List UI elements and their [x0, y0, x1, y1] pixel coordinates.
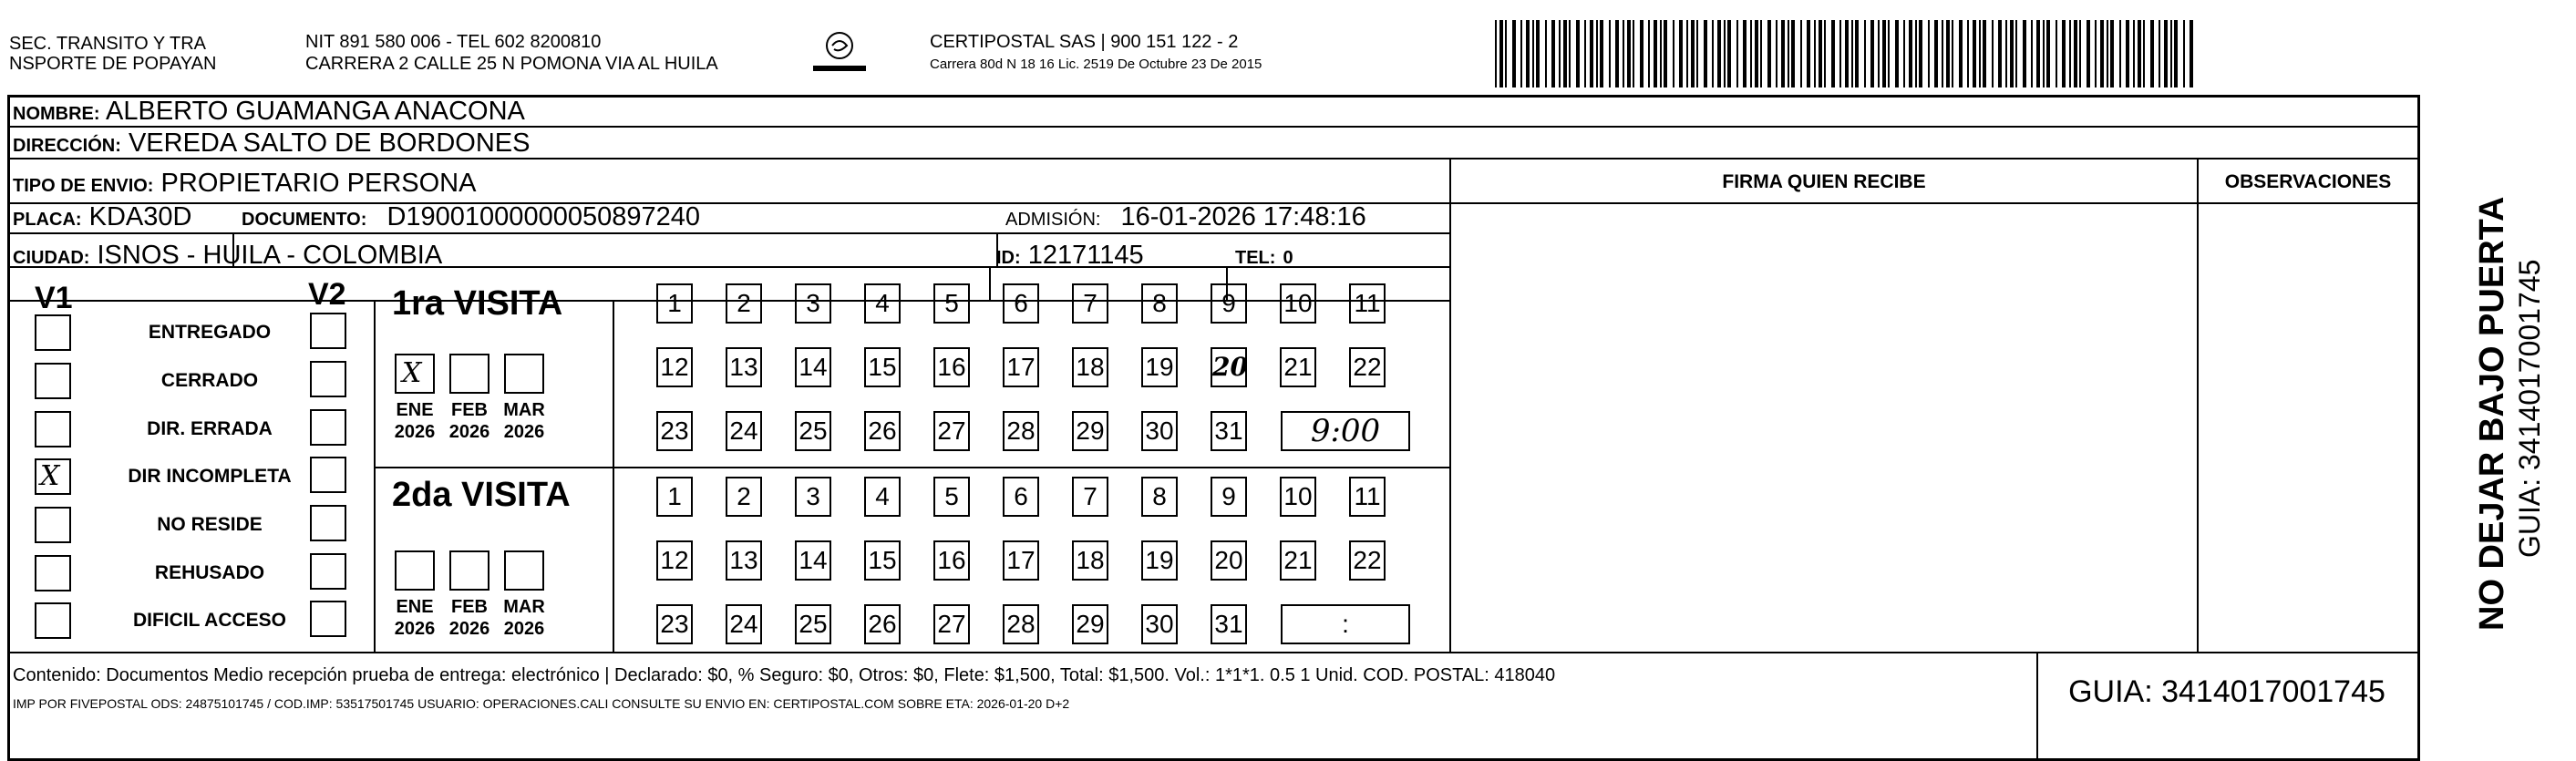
time-box[interactable]: : — [1281, 604, 1410, 644]
day-box-22[interactable]: 22 — [1349, 347, 1386, 387]
ciudad-label: CIUDAD: — [13, 248, 90, 268]
day-box-19[interactable]: 19 — [1141, 347, 1178, 387]
time-box[interactable]: 9:00 — [1281, 411, 1410, 451]
tel-value: 0 — [1283, 248, 1293, 268]
v2-checkbox[interactable] — [310, 313, 346, 349]
day-box-10[interactable]: 10 — [1280, 477, 1316, 517]
barcode-bar — [1851, 20, 1853, 87]
day-box-14[interactable]: 14 — [795, 540, 831, 581]
signature-area[interactable] — [1454, 206, 2194, 649]
day-box-15[interactable]: 15 — [864, 347, 901, 387]
barcode-bar — [1870, 20, 1874, 87]
v1-checkmark: X — [40, 460, 60, 492]
barcode-bar — [1679, 20, 1683, 87]
v2-label: V2 — [308, 277, 346, 312]
month-year: 2026 — [394, 619, 436, 639]
barcode-bar — [1807, 20, 1810, 87]
barcode-bar — [1696, 20, 1698, 87]
day-box-27[interactable]: 27 — [933, 604, 970, 644]
barcode-bar — [1882, 20, 1886, 87]
v1-checkbox[interactable] — [35, 555, 71, 591]
day-box-30[interactable]: 30 — [1141, 411, 1178, 451]
day-box-11[interactable]: 11 — [1349, 283, 1386, 324]
barcode-bar — [1909, 20, 1912, 87]
month-checkbox[interactable] — [449, 550, 489, 591]
day-box-25[interactable]: 25 — [795, 604, 831, 644]
month-year: 2026 — [503, 619, 545, 639]
day-box-19[interactable]: 19 — [1141, 540, 1178, 581]
barcode-bar — [1750, 20, 1752, 87]
barcode-bar — [1596, 20, 1598, 87]
day-box-20[interactable]: 20 — [1211, 540, 1247, 581]
month-checkmark: X — [402, 357, 422, 389]
day-box-2[interactable]: 2 — [726, 283, 762, 324]
barcode-bar — [2143, 20, 2145, 87]
barcode-bar — [1691, 20, 1695, 87]
barcode-bar — [1660, 20, 1662, 87]
barcode-bar — [2107, 20, 2108, 87]
id-value: 12171145 — [1027, 241, 1144, 270]
courier-line1: CERTIPOSTAL SAS | 900 151 122 - 2 — [930, 32, 1239, 52]
barcode-bar — [1831, 20, 1835, 87]
v1-checkbox[interactable] — [35, 411, 71, 447]
placa-value: KDA30D — [88, 202, 192, 231]
barcode-bar — [1824, 20, 1826, 87]
barcode-bar — [1551, 20, 1555, 87]
barcode-bar — [1512, 20, 1516, 87]
month-checkbox[interactable] — [449, 354, 489, 394]
month-label: ENE — [396, 597, 434, 617]
barcode-bar — [1979, 20, 1981, 87]
month-label: ENE — [396, 400, 434, 420]
barcode-bar — [2079, 20, 2081, 87]
day-box-24[interactable]: 24 — [726, 411, 762, 451]
barcode-bar — [1819, 20, 1822, 87]
month-year: 2026 — [394, 422, 436, 442]
address-line: CARRERA 2 CALLE 25 N POMONA VIA AL HUILA — [305, 54, 718, 74]
barcode-bar — [1654, 20, 1657, 87]
placa-label: PLACA: — [13, 210, 82, 230]
day-box-22[interactable]: 22 — [1349, 540, 1386, 581]
day-box-2[interactable]: 2 — [726, 477, 762, 517]
barcode-bar — [2100, 20, 2104, 87]
barcode-bar — [1864, 20, 1866, 87]
barcode-bar — [2174, 20, 2178, 87]
courier-logo-icon — [809, 26, 870, 80]
barcode-bar — [1505, 20, 1507, 87]
barcode-bar — [1627, 20, 1631, 87]
imp-line: IMP POR FIVEPOSTAL ODS: 24875101745 / COD.IMP: 53517501745 USUARIO: OPERACIONES.CALI CONSULTE SU ENVIO EN: CERTIPOSTAL.COM SOBRE ETA: 2026-01-20 D+2 — [13, 696, 1070, 711]
day-box-4[interactable]: 4 — [864, 477, 901, 517]
day-box-31[interactable]: 31 — [1211, 604, 1247, 644]
barcode-bar — [2023, 20, 2026, 87]
barcode-bar — [1800, 20, 1802, 87]
day-box-16[interactable]: 16 — [933, 347, 970, 387]
day-box-23[interactable]: 23 — [656, 411, 693, 451]
barcode-bar — [1600, 20, 1603, 87]
day-box-3[interactable]: 3 — [795, 283, 831, 324]
day-box-5[interactable]: 5 — [933, 283, 970, 324]
barcode-bar — [2046, 20, 2050, 87]
month-checkbox[interactable] — [395, 550, 435, 591]
documento-value: D19001000000050897240 — [386, 202, 700, 231]
day-box-7[interactable]: 7 — [1072, 477, 1108, 517]
day-box-7[interactable]: 7 — [1072, 283, 1108, 324]
barcode-bar — [2069, 20, 2071, 87]
barcode-bar — [2150, 20, 2154, 87]
barcode-bar — [2031, 20, 2033, 87]
month-year: 2026 — [448, 619, 490, 639]
barcode-bar — [2056, 20, 2057, 87]
day-box-26[interactable]: 26 — [864, 411, 901, 451]
v1-checkbox[interactable] — [35, 507, 71, 543]
org-name-line2: NSPORTE DE POPAYAN — [9, 54, 217, 74]
month-label: MAR — [503, 400, 545, 420]
nit-line: NIT 891 580 006 - TEL 602 8200810 — [305, 32, 602, 52]
barcode-bar — [1814, 20, 1816, 87]
month-label: FEB — [451, 400, 488, 420]
barcode-bar — [1946, 20, 1950, 87]
barcode-bar — [1855, 20, 1859, 87]
status-label: DIR. ERRADA — [147, 418, 273, 439]
month-year: 2026 — [448, 422, 490, 442]
barcode-bar — [1526, 20, 1530, 87]
barcode-bar — [1942, 20, 1943, 87]
day-box-3[interactable]: 3 — [795, 477, 831, 517]
barcode-bar — [2164, 20, 2168, 87]
barcode-bar — [1717, 20, 1721, 87]
barcode-bar — [2119, 20, 2121, 87]
admision-value: 16-01-2026 17:48:16 — [1120, 202, 1366, 231]
day-box-13[interactable]: 13 — [726, 347, 762, 387]
month-checkbox[interactable] — [504, 354, 544, 394]
barcode-bar — [1878, 20, 1880, 87]
month-label: MAR — [503, 597, 545, 617]
firma-header: FIRMA QUIEN RECIBE — [1722, 171, 1926, 192]
barcode-bar — [1727, 20, 1731, 87]
barcode-bar — [1623, 20, 1624, 87]
barcode-bar — [1845, 20, 1849, 87]
v2-checkbox[interactable] — [310, 553, 346, 590]
side-text — [2425, 120, 2546, 631]
barcode-bar — [1724, 20, 1726, 87]
barcode-bar — [1563, 20, 1567, 87]
v1-checkbox[interactable] — [35, 602, 71, 639]
ciudad-cell — [13, 239, 442, 274]
id-label: ID: — [996, 248, 1021, 268]
barcode-bar — [1704, 20, 1707, 87]
visit1-title: 1ra VISITA — [392, 284, 563, 323]
barcode-bar — [1959, 20, 1963, 87]
barcode-bar — [2095, 20, 2097, 87]
id-cell — [996, 239, 1144, 274]
admision-label: ADMISIÓN: — [1005, 210, 1101, 230]
tel-cell — [1235, 239, 1293, 274]
barcode-bar — [1615, 20, 1619, 87]
barcode-bar — [1664, 20, 1667, 87]
barcode-bar — [2005, 20, 2007, 87]
barcode — [1495, 20, 2199, 87]
barcode-bar — [1743, 20, 1747, 87]
status-label: REHUSADO — [154, 562, 265, 583]
documento-cell — [242, 201, 700, 236]
day-box-18[interactable]: 18 — [1072, 347, 1108, 387]
barcode-bar — [1499, 20, 1503, 87]
day-box-23[interactable]: 23 — [656, 604, 693, 644]
barcode-bar — [2010, 20, 2014, 87]
barcode-bar — [1590, 20, 1593, 87]
day-box-11[interactable]: 11 — [1349, 477, 1386, 517]
barcode-bar — [1648, 20, 1650, 87]
day-box-6[interactable]: 6 — [1003, 477, 1039, 517]
barcode-bar — [2170, 20, 2172, 87]
v2-checkbox[interactable] — [310, 409, 346, 446]
v1-checkbox[interactable] — [35, 458, 71, 495]
day-box-28[interactable]: 28 — [1003, 604, 1039, 644]
barcode-bar — [1973, 20, 1976, 87]
barcode-bar — [2138, 20, 2141, 87]
barcode-bar — [2015, 20, 2017, 87]
day-box-29[interactable]: 29 — [1072, 604, 1108, 644]
barcode-bar — [1536, 20, 1540, 87]
barcode-bar — [1788, 20, 1789, 87]
tel-label: TEL: — [1235, 248, 1276, 268]
org-name-line1: SEC. TRANSITO Y TRA — [9, 34, 206, 54]
tipo-envio-label: TIPO DE ENVIO: — [13, 176, 154, 196]
v2-checkbox[interactable] — [310, 457, 346, 493]
day-box-13[interactable]: 13 — [726, 540, 762, 581]
barcode-bar — [2087, 20, 2090, 87]
month-checkbox[interactable] — [395, 354, 435, 394]
day-box-31[interactable]: 31 — [1211, 411, 1247, 451]
barcode-bar — [2183, 20, 2185, 87]
day-box-8[interactable]: 8 — [1141, 477, 1178, 517]
footer-guia: GUIA: 3414017001745 — [2068, 674, 2385, 709]
nombre-value: ALBERTO GUAMANGA ANACONA — [106, 97, 525, 126]
day-box-27[interactable]: 27 — [933, 411, 970, 451]
day-box-10[interactable]: 10 — [1280, 283, 1316, 324]
day-box-14[interactable]: 14 — [795, 347, 831, 387]
barcode-bar — [2190, 20, 2193, 87]
barcode-bar — [1633, 20, 1634, 87]
barcode-bar — [1609, 20, 1611, 87]
day-box-20[interactable]: 20 — [1211, 347, 1247, 387]
barcode-bar — [1919, 20, 1922, 87]
v1-label: V1 — [35, 281, 73, 315]
month-label: FEB — [451, 597, 488, 617]
ciudad-value: ISNOS - HUILA - COLOMBIA — [97, 241, 443, 270]
status-label: ENTREGADO — [148, 322, 272, 343]
barcode-bar — [1998, 20, 2002, 87]
barcode-bar — [2036, 20, 2040, 87]
documento-label: DOCUMENTO: — [242, 210, 367, 230]
barcode-bar — [2110, 20, 2114, 87]
barcode-bar — [1915, 20, 1917, 87]
barcode-bar — [1791, 20, 1795, 87]
barcode-bar — [2062, 20, 2066, 87]
day-box-12[interactable]: 12 — [656, 540, 693, 581]
barcode-bar — [1934, 20, 1938, 87]
side-warning: NO DEJAR BAJO PUERTA — [2473, 196, 2511, 631]
barcode-bar — [1781, 20, 1785, 87]
v2-checkbox[interactable] — [310, 601, 346, 637]
barcode-bar — [1640, 20, 1643, 87]
day-box-4[interactable]: 4 — [864, 283, 901, 324]
direccion-row — [13, 127, 530, 162]
day-box-16[interactable]: 16 — [933, 540, 970, 581]
barcode-bar — [1776, 20, 1777, 87]
direccion-label: DIRECCIÓN: — [13, 136, 121, 156]
v1-checkbox[interactable] — [35, 363, 71, 399]
day-box-8[interactable]: 8 — [1141, 283, 1178, 324]
day-box-17[interactable]: 17 — [1003, 540, 1039, 581]
status-label: NO RESIDE — [157, 514, 263, 535]
status-label: DIFICIL ACCESO — [132, 610, 286, 631]
tipo-envio-value: PROPIETARIO PERSONA — [160, 169, 477, 198]
barcode-bar — [1839, 20, 1841, 87]
barcode-bar — [1569, 20, 1571, 87]
day-box-9[interactable]: 9 — [1211, 283, 1247, 324]
day-box-17[interactable]: 17 — [1003, 347, 1039, 387]
barcode-bar — [1559, 20, 1561, 87]
side-guia: GUIA: 3414017001745 — [2513, 259, 2546, 558]
barcode-bar — [1532, 20, 1534, 87]
barcode-bar — [1755, 20, 1758, 87]
month-year: 2026 — [503, 422, 545, 442]
barcode-bar — [1576, 20, 1580, 87]
day-box-24[interactable]: 24 — [726, 604, 762, 644]
barcode-bar — [1545, 20, 1547, 87]
direccion-value: VEREDA SALTO DE BORDONES — [128, 129, 531, 158]
courier-line2: Carrera 80d N 18 16 Lic. 2519 De Octubre 23 De 2015 — [930, 57, 1262, 72]
v2-checkbox[interactable] — [310, 505, 346, 541]
barcode-bar — [2126, 20, 2129, 87]
contenido-line: Contenido: Documentos Medio recepción prueba de entrega: electrónico | Declarado: $0, % Seguro: $0, Otros: $0, Flete: $1,500, Total: $1,500. Vol.: 1*1*1. 0.5 1 Unid. COD. POSTAL: 418040 — [13, 665, 1556, 685]
day-box-21[interactable]: 21 — [1280, 540, 1316, 581]
day-box-6[interactable]: 6 — [1003, 283, 1039, 324]
barcode-bar — [1928, 20, 1930, 87]
day-box-29[interactable]: 29 — [1072, 411, 1108, 451]
barcode-bar — [1888, 20, 1890, 87]
day-box-21[interactable]: 21 — [1280, 347, 1316, 387]
barcode-bar — [1767, 20, 1771, 87]
admision-cell — [1005, 201, 1366, 236]
day-box-25[interactable]: 25 — [795, 411, 831, 451]
status-label: CERRADO — [160, 370, 259, 391]
barcode-bar — [2074, 20, 2077, 87]
barcode-bar — [1952, 20, 1953, 87]
nombre-row — [13, 95, 525, 130]
barcode-bar — [1903, 20, 1905, 87]
barcode-bar — [1686, 20, 1688, 87]
barcode-bar — [1760, 20, 1762, 87]
day-box-5[interactable]: 5 — [933, 477, 970, 517]
barcode-bar — [1673, 20, 1674, 87]
barcode-bar — [2159, 20, 2160, 87]
day-box-9[interactable]: 9 — [1211, 477, 1247, 517]
barcode-bar — [1967, 20, 1969, 87]
barcode-bar — [1584, 20, 1586, 87]
barcode-bar — [1520, 20, 1522, 87]
v2-checkbox[interactable] — [310, 361, 346, 397]
barcode-bar — [1992, 20, 1994, 87]
tipo-envio-row — [13, 167, 476, 202]
visit2-title: 2da VISITA — [392, 476, 571, 514]
v1-checkbox[interactable] — [35, 314, 71, 351]
observations-area[interactable] — [2201, 206, 2415, 649]
day-box-1[interactable]: 1 — [656, 477, 693, 517]
day-box-26[interactable]: 26 — [864, 604, 901, 644]
day-box-1[interactable]: 1 — [656, 283, 693, 324]
barcode-bar — [1736, 20, 1738, 87]
barcode-bar — [2043, 20, 2045, 87]
barcode-bar — [2133, 20, 2135, 87]
barcode-bar — [1895, 20, 1899, 87]
day-box-12[interactable]: 12 — [656, 347, 693, 387]
day-box-18[interactable]: 18 — [1072, 540, 1108, 581]
day-box-30[interactable]: 30 — [1141, 604, 1178, 644]
barcode-bar — [1495, 20, 1497, 87]
day-box-28[interactable]: 28 — [1003, 411, 1039, 451]
month-checkbox[interactable] — [504, 550, 544, 591]
day-box-15[interactable]: 15 — [864, 540, 901, 581]
placa-cell — [13, 201, 191, 236]
status-label: DIR INCOMPLETA — [128, 466, 292, 487]
barcode-bar — [1983, 20, 1986, 87]
observaciones-header: OBSERVACIONES — [2224, 171, 2392, 192]
barcode-bar — [1712, 20, 1714, 87]
nombre-label: NOMBRE: — [13, 104, 100, 124]
